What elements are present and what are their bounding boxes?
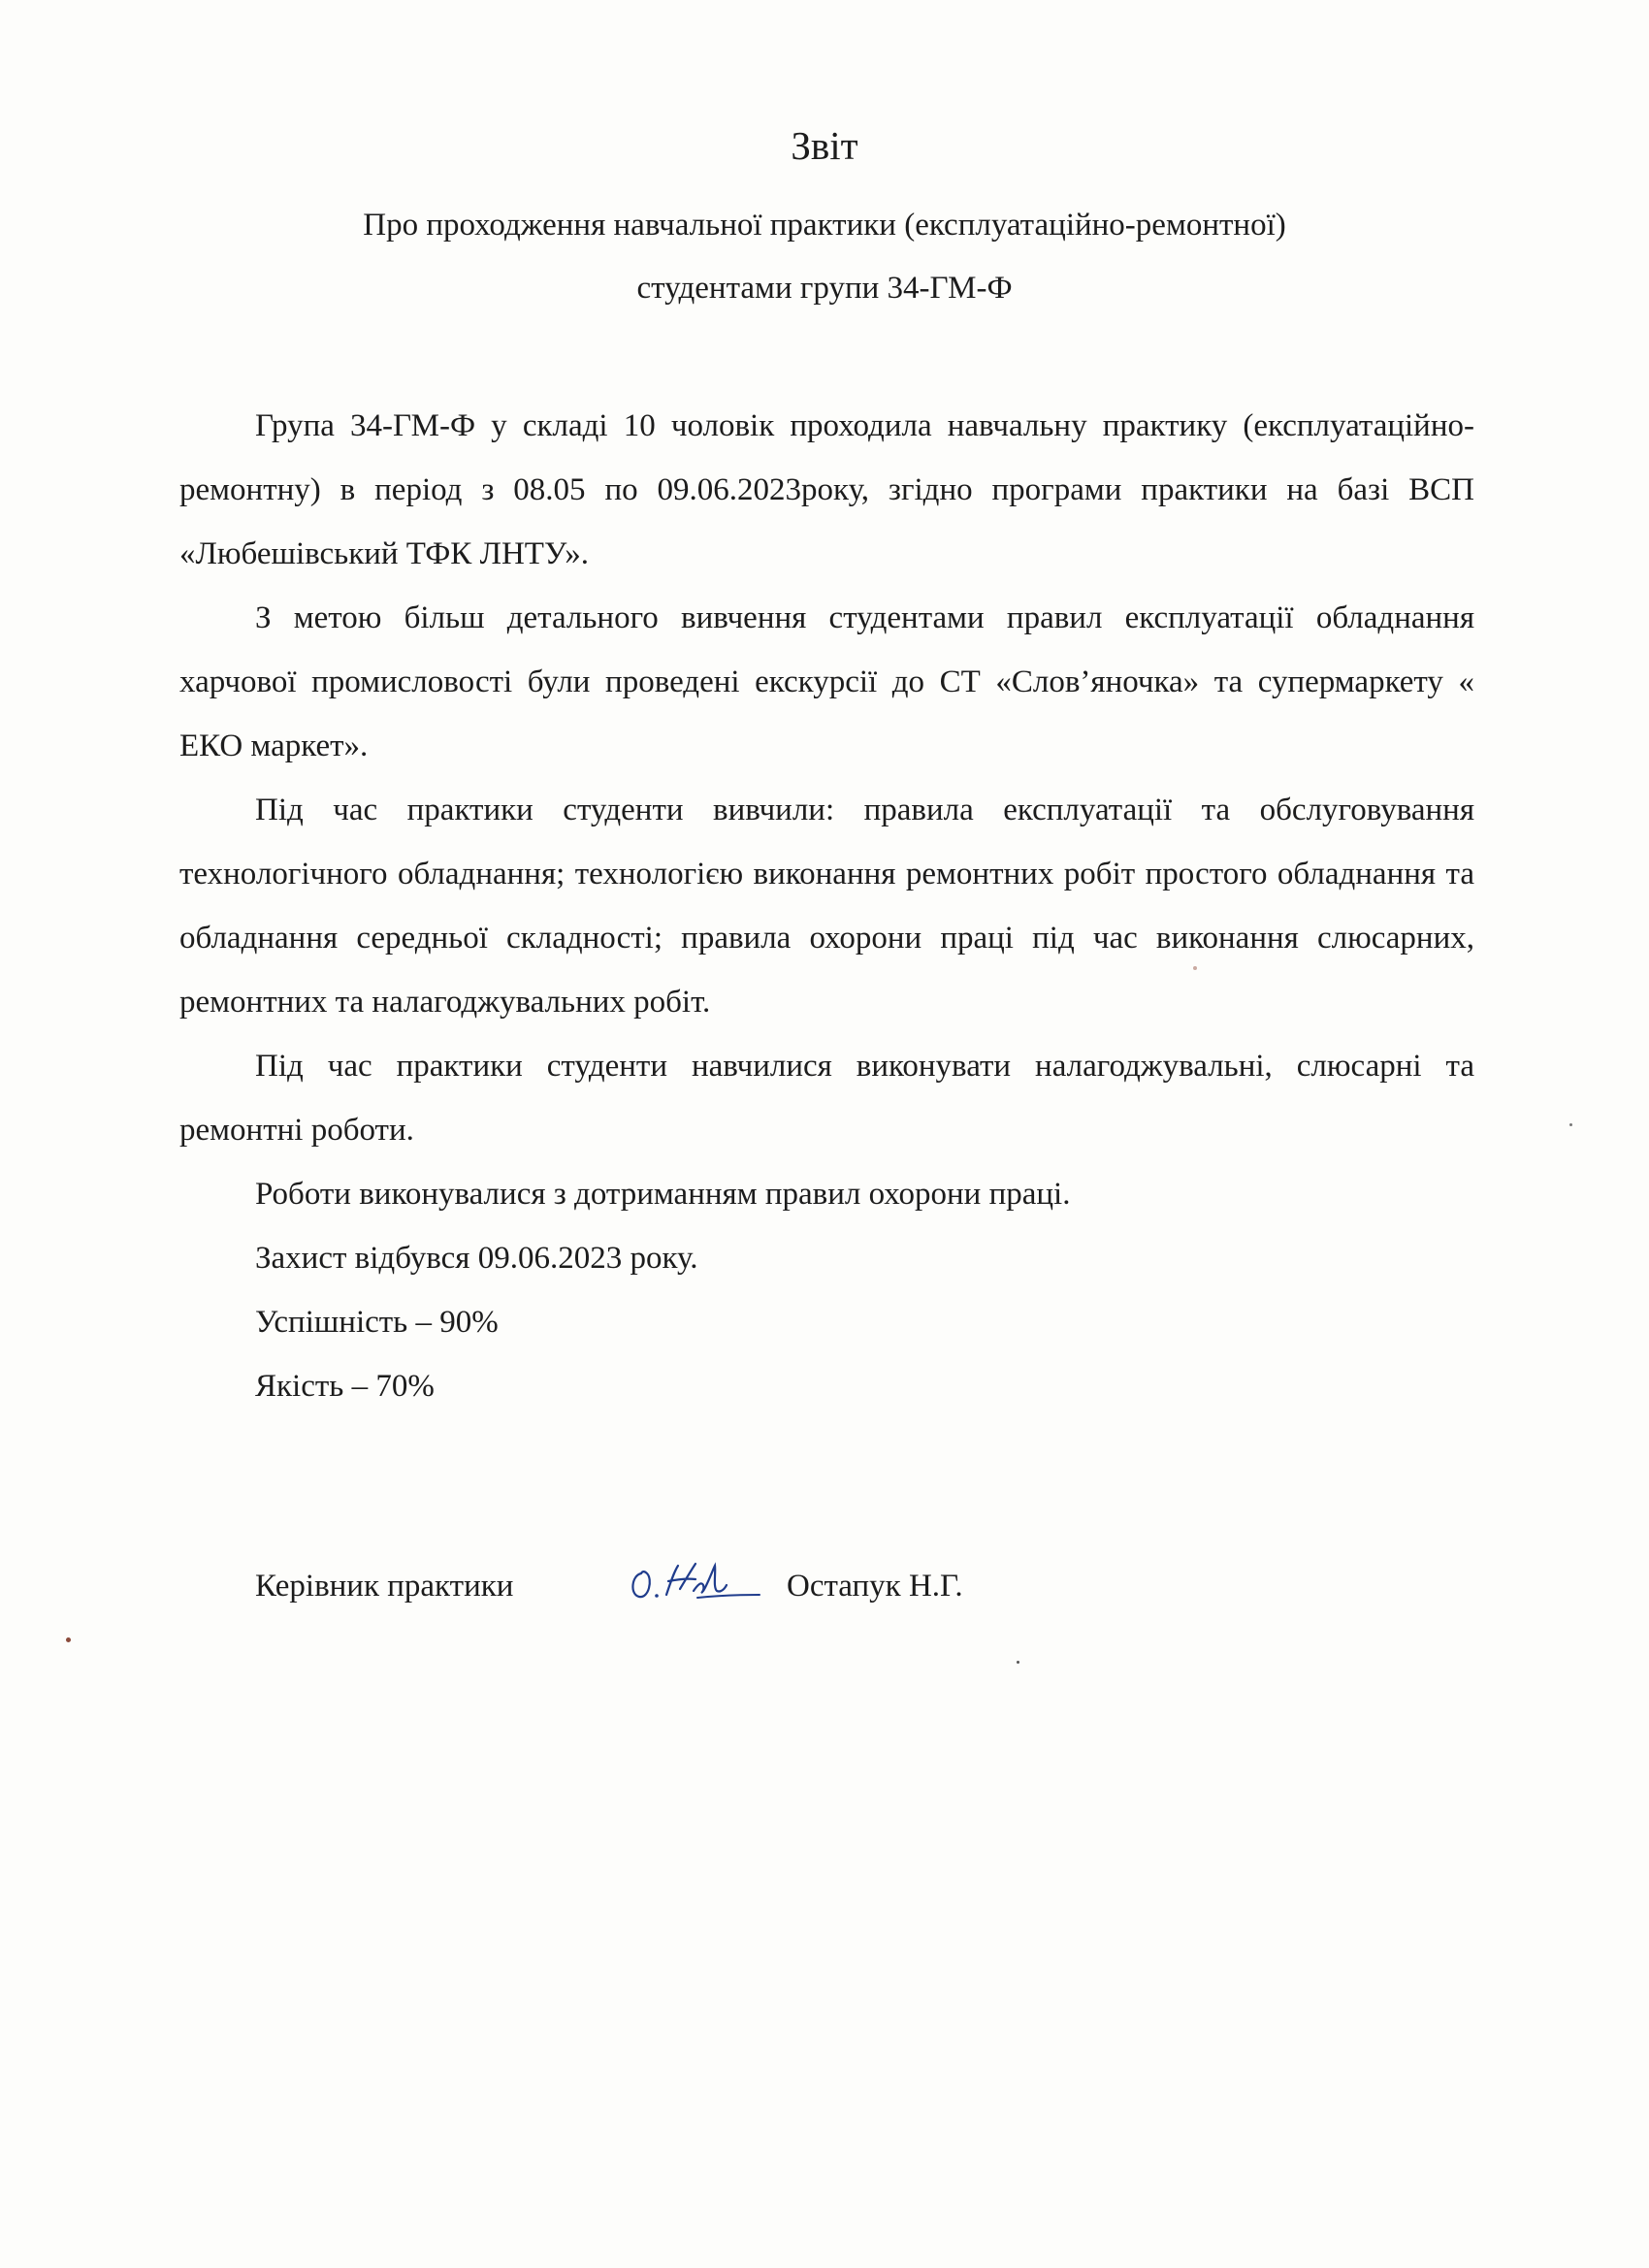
handwritten-signature — [624, 1552, 769, 1610]
paragraph-studied: Під час практики студенти вивчили: правила експлуатації та обслуговування технологічного обладнання; технологією виконання ремонтних робіт простого обладнання та обладнання середньої складності; правила охорони праці під час виконання слюсарних, ремонтних та налагоджувальних робіт. — [179, 793, 1474, 1020]
paragraph-safety: Роботи виконувалися з дотриманням правил охорони праці. — [255, 1177, 1071, 1212]
scan-speck — [1017, 1661, 1019, 1664]
paragraph-quality-rate: Якість – 70% — [255, 1369, 435, 1404]
scan-speck — [66, 1637, 71, 1642]
signature-label: Керівник практики — [255, 1569, 514, 1604]
signature-block — [255, 1562, 1322, 1620]
paragraph-success-rate: Успішність – 90% — [255, 1305, 499, 1340]
document-title: Звіт — [791, 123, 858, 168]
paragraph-group-info: Група 34-ГМ-Ф у складі 10 чоловік проходила навчальну практику (експлуатаційно-ремонтну) в період з 08.05 по 09.06.2023року, згідно програми практики на базі ВСП «Любешівський ТФК ЛНТУ». — [179, 408, 1474, 571]
document-body — [179, 394, 1474, 1418]
paragraph-excursions: З метою більш детального вивчення студентами правил експлуатації обладнання харчової промисловості були проведені екскурсії до СТ «Слов’яночка» та супермаркету « ЕКО маркет». — [179, 600, 1474, 763]
scan-speck — [1569, 1123, 1572, 1126]
signatory-name: Остапук Н.Г. — [787, 1569, 963, 1604]
document-subtitle-line-1: Про проходження навчальної практики (експлуатаційно-ремонтної) — [363, 208, 1286, 243]
paragraph-defense-date: Захист відбувся 09.06.2023 року. — [255, 1241, 698, 1276]
document-subtitle-line-2: студентами групи 34-ГМ-Ф — [636, 271, 1013, 306]
paragraph-learned: Під час практики студенти навчилися виконувати налагоджувальні, слюсарні та ремонтні роботи. — [179, 1049, 1474, 1148]
scan-speck — [1193, 966, 1197, 970]
